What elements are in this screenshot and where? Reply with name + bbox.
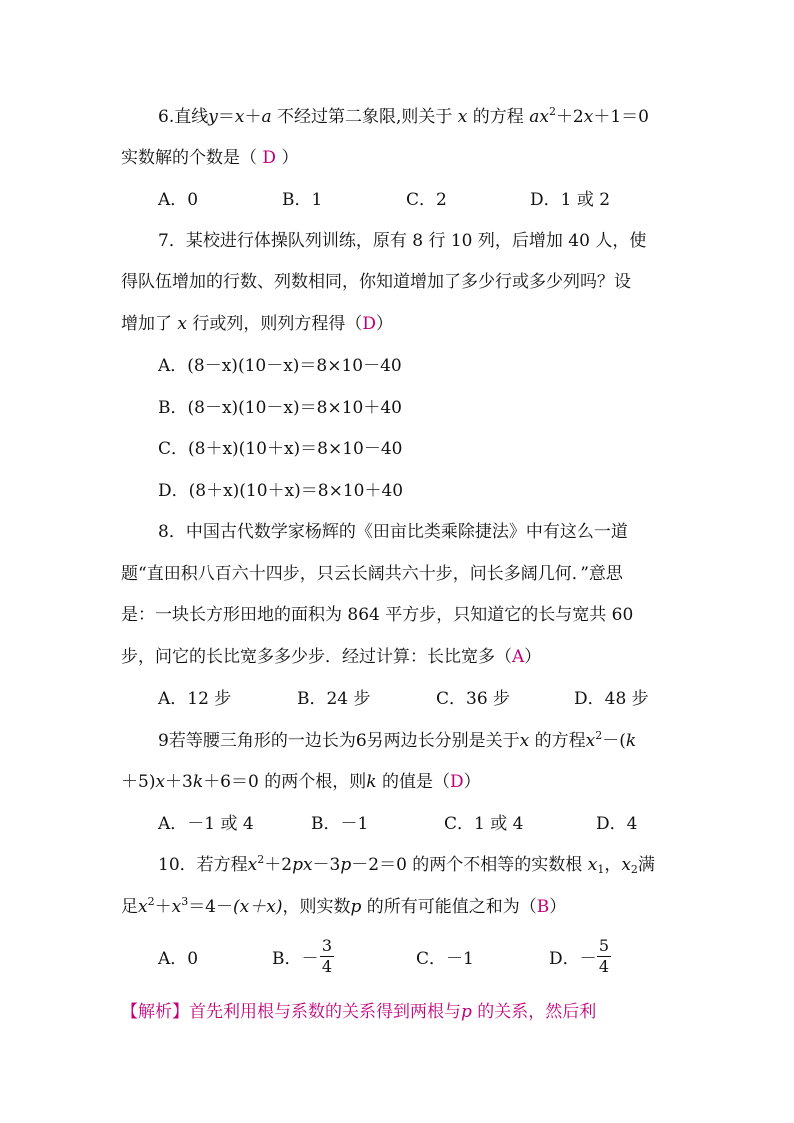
q8-line-4: 步，问它的长比宽多多少步．经过计算：长比宽多（A） — [121, 647, 542, 667]
q8-option-c: C．36 步 — [436, 689, 511, 709]
q10-option-d-denominator: 4 — [598, 957, 610, 976]
q8-line-2: 题“直田积八百六十四步，只云长阔共六十步，问长多阔几何．”意思 — [121, 564, 623, 584]
q8-option-d: D．48 步 — [574, 689, 649, 709]
q9-option-c: C．1 或 4 — [444, 814, 524, 834]
q6-line-2: 实数解的个数是（ D ） — [121, 148, 299, 168]
q6-line-1: 6.直线y＝x＋a 不经过第二象限,则关于 x 的方程 $ax^2+2x+1=0$ — [158, 105, 649, 127]
q10-option-b-fraction — [320, 937, 334, 976]
q7-option-c: C．(8＋x)(10＋x)＝8×10－40 — [158, 439, 403, 459]
q7-line-1: 7．某校进行体操队列训练，原有 8 行 10 列，后增加 40 人，使 — [158, 231, 647, 251]
q9-option-d: D．4 — [596, 814, 638, 834]
q10-option-b-denominator: 4 — [321, 957, 333, 976]
q9-line-2: ＋5)x＋3k＋6＝0 的两个根，则k 的值是（D） — [121, 772, 481, 792]
q10-answer: B — [536, 897, 550, 917]
q10-line-1: 10．若方程$x^2+2px-3p-2=0$ 的两个不相等的实数根 $x_1$，$x_2$满 — [158, 853, 655, 876]
q6-option-d: D．1 或 2 — [530, 190, 611, 210]
q8-option-b: B．24 步 — [297, 689, 371, 709]
q10-option-c: C．－1 — [416, 949, 474, 969]
q10-option-d-numerator: 5 — [598, 936, 610, 955]
q8-option-a: A．12 步 — [158, 689, 232, 709]
q10-option-a: A．0 — [158, 949, 199, 969]
q10-line-2: 足$x^2+x^3=4-(x+x)$，则实数p 的所有可能值之和为（B） — [121, 895, 567, 917]
q8-answer: A — [512, 647, 525, 667]
q7-answer: D — [362, 314, 377, 334]
q6-option-b: B．1 — [282, 190, 323, 210]
q10-option-b: B．－ — [272, 949, 319, 969]
q9-line-1: 9若等腰三角形的一边长为6另两边长分别是关于x 的方程$x^2-(k$ — [158, 729, 637, 751]
q7-line-3: 增加了 x 行或列，则列方程得（D） — [121, 314, 394, 334]
q10-option-d-fraction — [597, 937, 611, 976]
q6-answer: D — [262, 148, 277, 168]
q7-option-b: B．(8－x)(10－x)＝8×10＋40 — [158, 398, 402, 418]
analysis-tag: 【解析】 — [121, 1002, 189, 1022]
q10-option-b-numerator: 3 — [321, 936, 333, 955]
q6-option-c: C．2 — [406, 190, 447, 210]
q9-answer: D — [449, 772, 464, 792]
q6-option-a: A．0 — [158, 190, 199, 210]
q8-line-1: 8．中国古代数学家杨辉的《田亩比类乘除捷法》中有这么一道 — [158, 522, 628, 542]
q9-option-a: A．－1 或 4 — [158, 814, 254, 834]
analysis-line: 【解析】首先利用根与系数的关系得到两根与p 的关系，然后利 — [121, 1002, 597, 1022]
q7-option-a: A．(8－x)(10－x)＝8×10－40 — [158, 356, 402, 376]
q10-option-d: D．－ — [549, 949, 597, 969]
q7-line-2: 得队伍增加的行数、列数相同，你知道增加了多少行或多少列吗？设 — [121, 272, 631, 292]
q9-option-b: B．－1 — [311, 814, 369, 834]
q8-line-3: 是：一块长方形田地的面积为 864 平方步，只知道它的长与宽共 60 — [121, 605, 634, 625]
q7-option-d: D．(8＋x)(10＋x)＝8×10＋40 — [158, 481, 404, 501]
